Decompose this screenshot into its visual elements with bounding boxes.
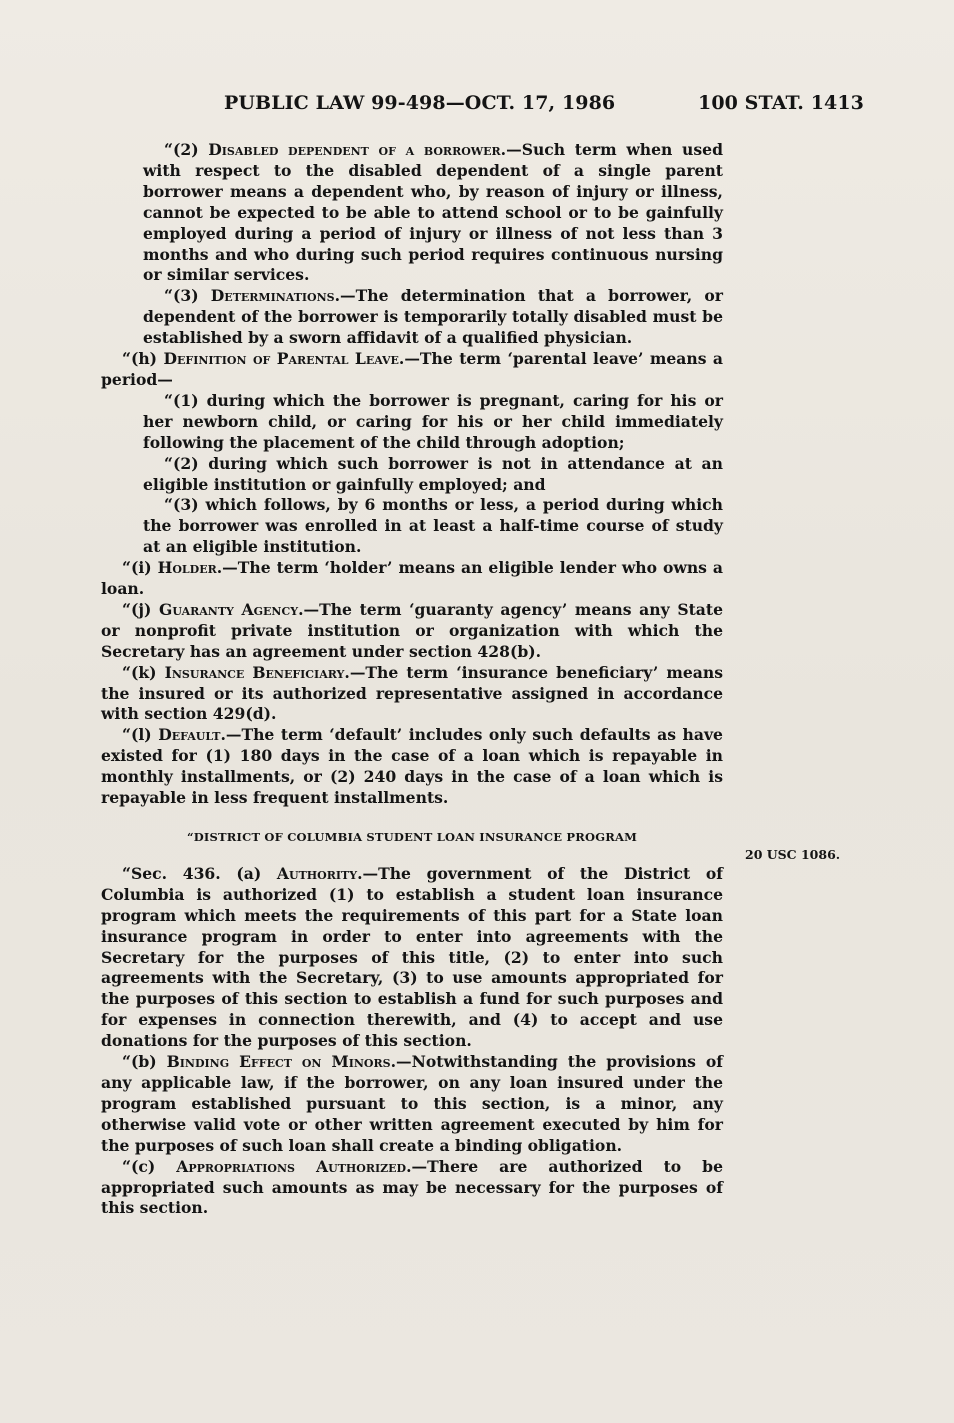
para-i-holder: “(i) Holder.—The term ‘holder’ means an eligible lender who owns a loan. (101, 558, 723, 599)
para-h-3: “(3) which follows, by 6 months or less, a period during which the borrower was enrolled in at least a half-time course of study at an eligible institution. (143, 495, 723, 557)
para-3-determinations: “(3) Determinations.—The determination that a borrower, or dependent of the borrower is temporarily totally disabled must be established by a sworn affidavit of a qualified physician. (143, 286, 723, 348)
para-2-disabled-dependent: “(2) Disabled dependent of a borrower.—Such term when used with respect to the disabled dependent of a single parent borrower means a dependent who, by reason of injury or illness, cannot be expected to be able to attend school or to be gainfully employed during a period of injury or illness of not less than 3 months and who during such period requires continuous nursing or similar services. (143, 140, 723, 285)
para-l-default: “(l) Default.—The term ‘default’ includes only such defaults as have existed for (1) 180 days in the case of a loan which is repayable in monthly installments, or (2) 240 days in the case of a loan which is repayable in less frequent installments. (101, 725, 723, 808)
statute-page-number: 100 STAT. 1413 (698, 92, 864, 114)
para-h-1: “(1) during which the borrower is pregnant, caring for his or her newborn child, or caring for his or her child immediately following the placement of the child through adoption; (143, 390, 723, 452)
para-k-insurance-beneficiary: “(k) Insurance Beneficiary.—The term ‘insurance beneficiary’ means the insured or its authorized representative assigned in accordance with section 429(d). (101, 662, 723, 724)
para-h-parental-leave: “(h) Definition of Parental Leave.—The term ‘parental leave’ means a period— (101, 349, 724, 389)
sec-436-c-appropriations: “(c) Appropriations Authorized.—There are authorized to be appropriated such amounts as may be necessary for the purposes of this section. (101, 1156, 724, 1218)
running-header (224, 92, 864, 122)
sec-436-a-authority: “Sec. 436. (a) Authority.—The government of the District of Columbia is authorized (1) to establish a student loan insurance program which meets the requirements of this part for a State loan insurance program in order to enter into agreements with the Secretary for the purposes of this title, (2) to enter into such agreements with the Secretary, (3) to use amounts appropriated for the purposes of this section to establish a fund for such purposes and for expenses in connection therewith, and (4) to accept and use donations for the purposes of this section. (101, 863, 723, 1051)
para-h-2: “(2) during which such borrower is not in attendance at an eligible institution or gainfully employed; and (143, 453, 723, 494)
law-citation: PUBLIC LAW 99-498—OCT. 17, 1986 (224, 92, 616, 114)
para-j-guaranty-agency: “(j) Guaranty Agency.—The term ‘guaranty agency’ means any State or nonprofit private institution or organization with which the Secretary has an agreement under section 428(b). (101, 599, 724, 661)
section-heading: “DISTRICT OF COLUMBIA STUDENT LOAN INSURANCE PROGRAM (186, 830, 638, 844)
statute-text (101, 140, 723, 1219)
margin-note-usc: 20 USC 1086. (745, 847, 841, 862)
sec-436-b-minors: “(b) Binding Effect on Minors.—Notwithstanding the provisions of any applicable law, if the borrower, on any loan insured under the program established pursuant to this section, is a minor, any otherwise valid vote or other written agreement executed by him for the purposes of such loan shall create a binding obligation. (101, 1052, 724, 1155)
